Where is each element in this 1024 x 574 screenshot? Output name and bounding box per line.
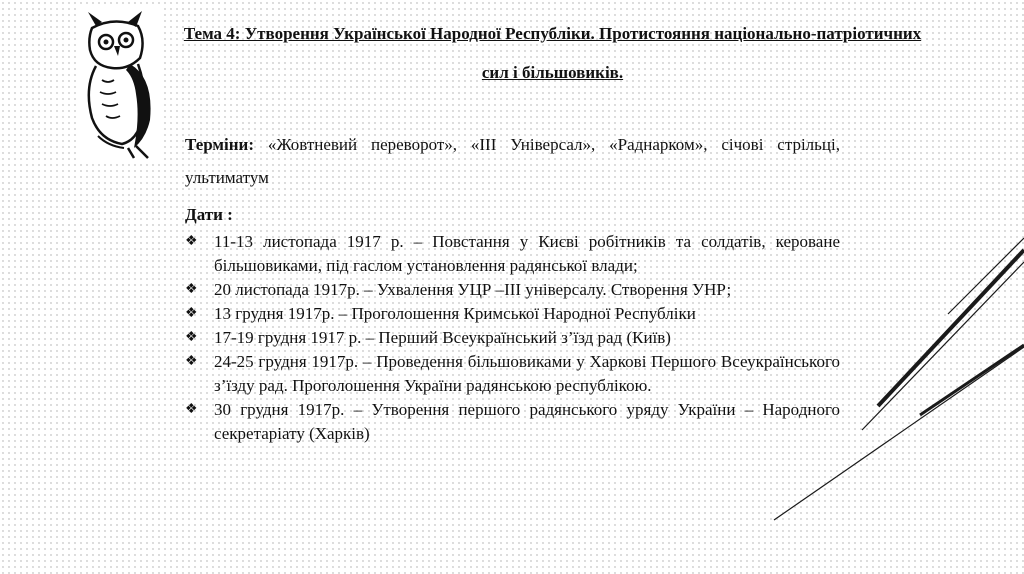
diamond-bullet-icon: ❖ (185, 354, 198, 369)
deco-line (774, 347, 1024, 520)
deco-line (878, 250, 1024, 406)
list-item-text: 24-25 грудня 1917р. – Проведення більшовиками у Харкові Першого Всеукраїнського з’їзду рад. Проголошення України радянською республікою. (214, 352, 840, 395)
diamond-bullet-icon: ❖ (185, 402, 198, 417)
diamond-bullet-icon: ❖ (185, 234, 198, 249)
diamond-bullet-icon: ❖ (185, 330, 198, 345)
dates-label: Дати : (185, 205, 233, 224)
deco-line (862, 262, 1024, 430)
diamond-bullet-icon: ❖ (185, 306, 198, 321)
list-item-text: 13 грудня 1917р. – Проголошення Кримської Народної Республіки (214, 304, 696, 323)
deco-line (920, 345, 1024, 415)
list-item-text: 17-19 грудня 1917 р. – Перший Всеукраїнський з’їзд рад (Київ) (214, 328, 671, 347)
deco-line (948, 238, 1024, 314)
list-item-text: 20 листопада 1917р. – Ухвалення УЦР –ІІІ універсалу. Створення УНР; (214, 280, 732, 299)
page-title: Тема 4: Утворення Української Народної Республіки. Протистояння національно-патріотичних сил і більшовиків. (183, 24, 922, 82)
terms-label: Терміни: (185, 135, 254, 154)
terms-text: «Жовтневий переворот», «ІІІ Універсал», «Раднарком», січові стрільці, ультиматум (185, 135, 840, 187)
list-item-text: 11-13 листопада 1917 р. – Повстання у Києві робітників та солдатів, кероване більшовиками, під гаслом установлення радянської влади; (214, 232, 840, 275)
diamond-bullet-icon: ❖ (185, 282, 198, 297)
list-item-text: 30 грудня 1917р. – Утворення першого радянського уряду України – Народного секретаріату (Харків) (214, 400, 840, 443)
